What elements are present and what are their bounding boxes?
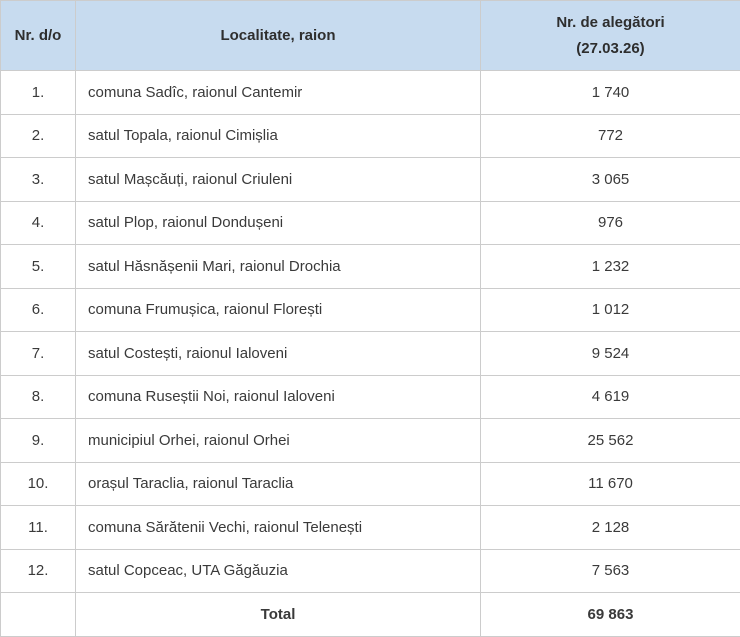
row-number: 2.: [1, 114, 76, 158]
row-number: 6.: [1, 288, 76, 332]
row-locality: comuna Frumușica, raionul Florești: [76, 288, 481, 332]
row-locality: orașul Taraclia, raionul Taraclia: [76, 462, 481, 506]
row-locality: satul Mașcăuți, raionul Criuleni: [76, 158, 481, 202]
row-voters: 25 562: [481, 419, 740, 463]
table-row: [1, 114, 740, 158]
row-voters: 11 670: [481, 462, 740, 506]
row-number: 3.: [1, 158, 76, 202]
header-alegatori-date: (27.03.26): [481, 40, 740, 57]
row-voters: 1 740: [481, 71, 740, 115]
row-voters: 772: [481, 114, 740, 158]
row-locality: satul Hăsnășenii Mari, raionul Drochia: [76, 245, 481, 289]
table-row: [1, 462, 740, 506]
row-voters: 9 524: [481, 332, 740, 376]
row-locality: satul Copceac, UTA Găgăuzia: [76, 549, 481, 593]
table-row: [1, 549, 740, 593]
row-voters: 1 232: [481, 245, 740, 289]
row-number: 4.: [1, 201, 76, 245]
table-row: [1, 375, 740, 419]
row-locality: satul Costești, raionul Ialoveni: [76, 332, 481, 376]
row-number: 11.: [1, 506, 76, 550]
table-row: [1, 419, 740, 463]
total-value: 69 863: [481, 593, 740, 637]
table-row: [1, 71, 740, 115]
row-voters: 976: [481, 201, 740, 245]
total-empty-cell: [1, 593, 76, 637]
header-localitate: Localitate, raion: [76, 1, 481, 71]
total-row: [1, 593, 740, 637]
row-number: 5.: [1, 245, 76, 289]
row-number: 12.: [1, 549, 76, 593]
table-row: [1, 288, 740, 332]
row-locality: municipiul Orhei, raionul Orhei: [76, 419, 481, 463]
table-header: [1, 1, 740, 71]
header-nr: Nr. d/o: [1, 1, 76, 71]
table-body: [1, 71, 740, 593]
header-row: [1, 1, 740, 71]
row-number: 9.: [1, 419, 76, 463]
table-row: [1, 332, 740, 376]
row-locality: comuna Sărătenii Vechi, raionul Telenești: [76, 506, 481, 550]
row-voters: 4 619: [481, 375, 740, 419]
row-voters: 2 128: [481, 506, 740, 550]
row-locality: satul Plop, raionul Dondușeni: [76, 201, 481, 245]
row-locality: satul Topala, raionul Cimișlia: [76, 114, 481, 158]
table-row: [1, 201, 740, 245]
header-alegatori-title: Nr. de alegători: [481, 14, 740, 31]
table-footer: [1, 593, 740, 637]
row-number: 8.: [1, 375, 76, 419]
row-voters: 3 065: [481, 158, 740, 202]
table-row: [1, 158, 740, 202]
row-voters: 1 012: [481, 288, 740, 332]
total-label: Total: [76, 593, 481, 637]
row-locality: comuna Ruseștii Noi, raionul Ialoveni: [76, 375, 481, 419]
row-locality: comuna Sadîc, raionul Cantemir: [76, 71, 481, 115]
table-row: [1, 245, 740, 289]
row-voters: 7 563: [481, 549, 740, 593]
row-number: 10.: [1, 462, 76, 506]
row-number: 7.: [1, 332, 76, 376]
table-row: [1, 506, 740, 550]
header-alegatori: [481, 1, 740, 71]
row-number: 1.: [1, 71, 76, 115]
